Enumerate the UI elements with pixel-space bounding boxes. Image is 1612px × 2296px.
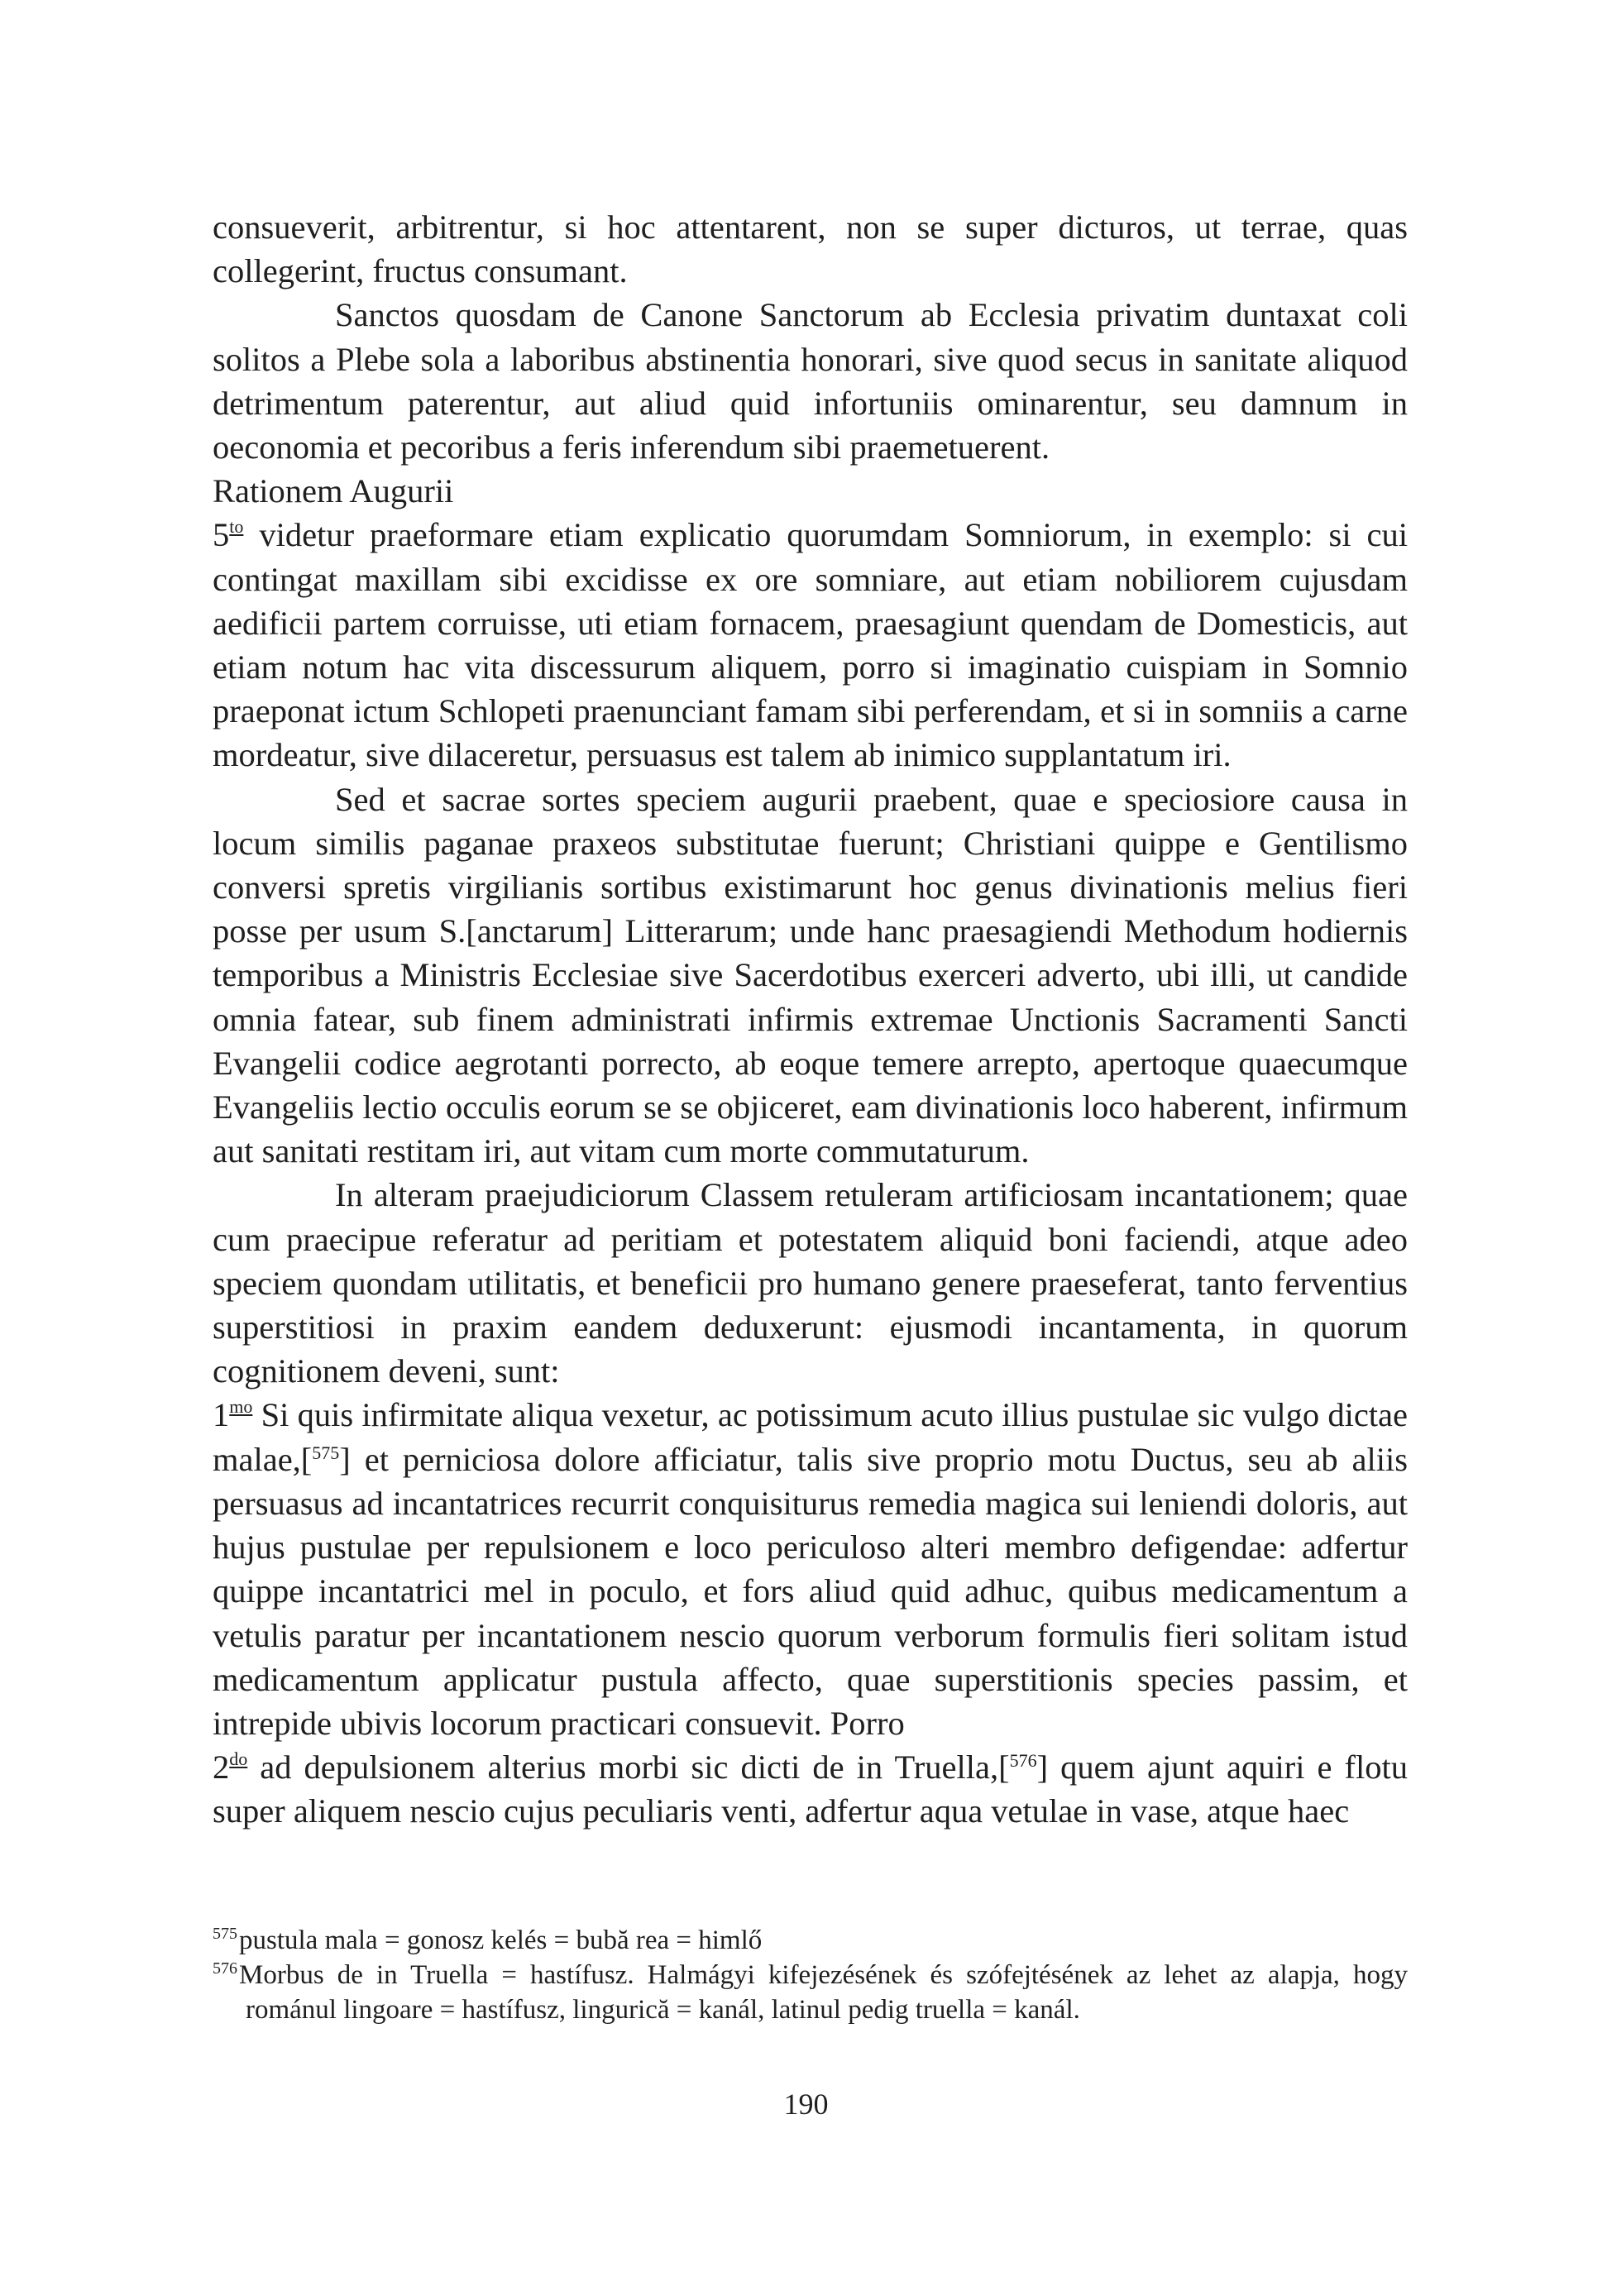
footnote-text: Morbus de in Truella = hastífusz. Halmágyi kifejezésének és szófejtésének az lehet az alapja, hogy románul lingoare = hastífusz, lingurică = kanál, latinul pedig truella = kanál. — [239, 1960, 1408, 2025]
item-text-cont: ] et perniciosa dolore afficiatur, talis sive proprio motu Ductus, seu ab aliis persuasus ad incantatrices recurrit conquisiturus remedia magica sui leniendi doloris, aut hujus pustulae per repulsionem e loco periculoso alteri membro defigendae: adfertur quippe incantatrici mel in poculo, et fors aliud quid adhuc, quibus medicamentum a vetulis paratur per incantationem nescio quorum verborum formulis fieri solitam istud medicamentum applicatur pustula affecto, quae superstitionis species passim, et intrepide ubivis locorum practicari consuevit. Porro — [213, 1440, 1408, 1742]
footnote-576 — [213, 1958, 1408, 2027]
paragraph-continuation: consueverit, arbitrentur, si hoc attentarent, non se super dicturos, ut terrae, quas collegerint, fructus consumant. — [213, 208, 1408, 290]
paragraph-incantationem: In alteram praejudiciorum Classem retuleram artificiosam incantationem; quae cum praecipue referatur ad peritiam et potestatem aliquid boni faciendi, atque adeo speciem quondam utilitatis, et beneficii pro humano genere praeseferat, tanto ferventius superstitiosi in praxim eandem deduxerunt: ejusmodi incantamenta, in quorum cognitionem deveni, sunt: — [213, 1176, 1408, 1390]
item-text: ad depulsionem alterius morbi sic dicti de in Truella,[ — [260, 1748, 1010, 1787]
footnote-number: 576 — [213, 1959, 237, 1978]
body-text — [213, 205, 1408, 1834]
item-number: 1 — [213, 1396, 230, 1434]
footnote-text: pustula mala = gonosz kelés = bubă rea = himlő — [239, 1925, 763, 1955]
item-text: videtur praeformare etiam explicatio quorumdam Somniorum, in exemplo: si cui contingat maxillam sibi excidisse ex ore somniare, aut etiam nobiliorem cujusdam aedificii partem corruisse, uti etiam fornacem, praesagiunt quendam de Domesticis, aut etiam notum hac vita discessurum aliquem, porro si imaginatio cuispiam in Somnio praeponat ictum Schlopeti praenunciant famam sibi perferendam, et si in somniis a carne mordeatur, sive dilaceretur, persuasus est talem ab inimico supplantatum iri. — [213, 516, 1409, 774]
paragraph-sanctos: Sanctos quosdam de Canone Sanctorum ab Ecclesia privatim duntaxat coli solitos a Plebe sola a laboribus abstinentia honorari, sive quod secus in sanitate aliquod detrimentum paterentur, aut aliud quid infortuniis ominarentur, seu damnum in oeconomia et pecoribus a feris inferendum sibi praemetuerent. — [213, 296, 1408, 466]
footnotes — [213, 1923, 1408, 2027]
item-text-cont: ] quem ajunt aquiri e flotu super aliquem nescio cujus peculiaris venti, adfertur aqua vetulae in vase, atque haec — [213, 1748, 1409, 1830]
footnote-ref-576[interactable]: 576 — [1009, 1750, 1037, 1772]
ordinal-suffix: to — [229, 516, 244, 538]
footnote-ref-575[interactable]: 575 — [312, 1442, 340, 1463]
footnote-number: 575 — [213, 1925, 237, 1943]
item-number: 5 — [213, 516, 230, 554]
paragraph-item-5 — [213, 513, 1408, 777]
page-number: 190 — [783, 2088, 829, 2121]
footnote-575 — [213, 1923, 1408, 1958]
paragraph-sacrae-sortes: Sed et sacrae sortes speciem augurii praebent, quae e speciosiore causa in locum similis paganae praxeos substitutae fuerunt; Christiani quippe e Gentilismo conversi spretis virgilianis sortibus existimarunt hoc genus divinationis melius fieri posse per usum S.[anctarum] Litterarum; unde hanc praesagiendi Methodum hodiernis temporibus a Ministris Ecclesiae sive Sacerdotibus exerceri adverto, ubi illi, ut candide omnia fatear, sub finem administrati infirmis extremae Unctionis Sacramenti Sancti Evangelii codice aegrotanti porrecto, ab eoque temere arrepto, apertoque quaecumque Evangeliis lectio occulis eorum se se objiceret, eam divinationis loco haberent, infirmum aut sanitati restitam iri, aut vitam cum morte commutaturum. — [213, 780, 1408, 1170]
ordinal-suffix: mo — [229, 1396, 253, 1418]
paragraph-item-2 — [213, 1745, 1408, 1833]
ordinal-suffix: do — [229, 1748, 248, 1770]
item-number: 2 — [213, 1748, 230, 1787]
heading-rationem-augurii: Rationem Augurii — [213, 472, 454, 510]
item-text: Si quis infirmitate aliqua vexetur, ac potissimum acuto illius pustulae sic vulgo dictae malae,[ — [213, 1396, 1409, 1478]
paragraph-item-1 — [213, 1393, 1408, 1745]
